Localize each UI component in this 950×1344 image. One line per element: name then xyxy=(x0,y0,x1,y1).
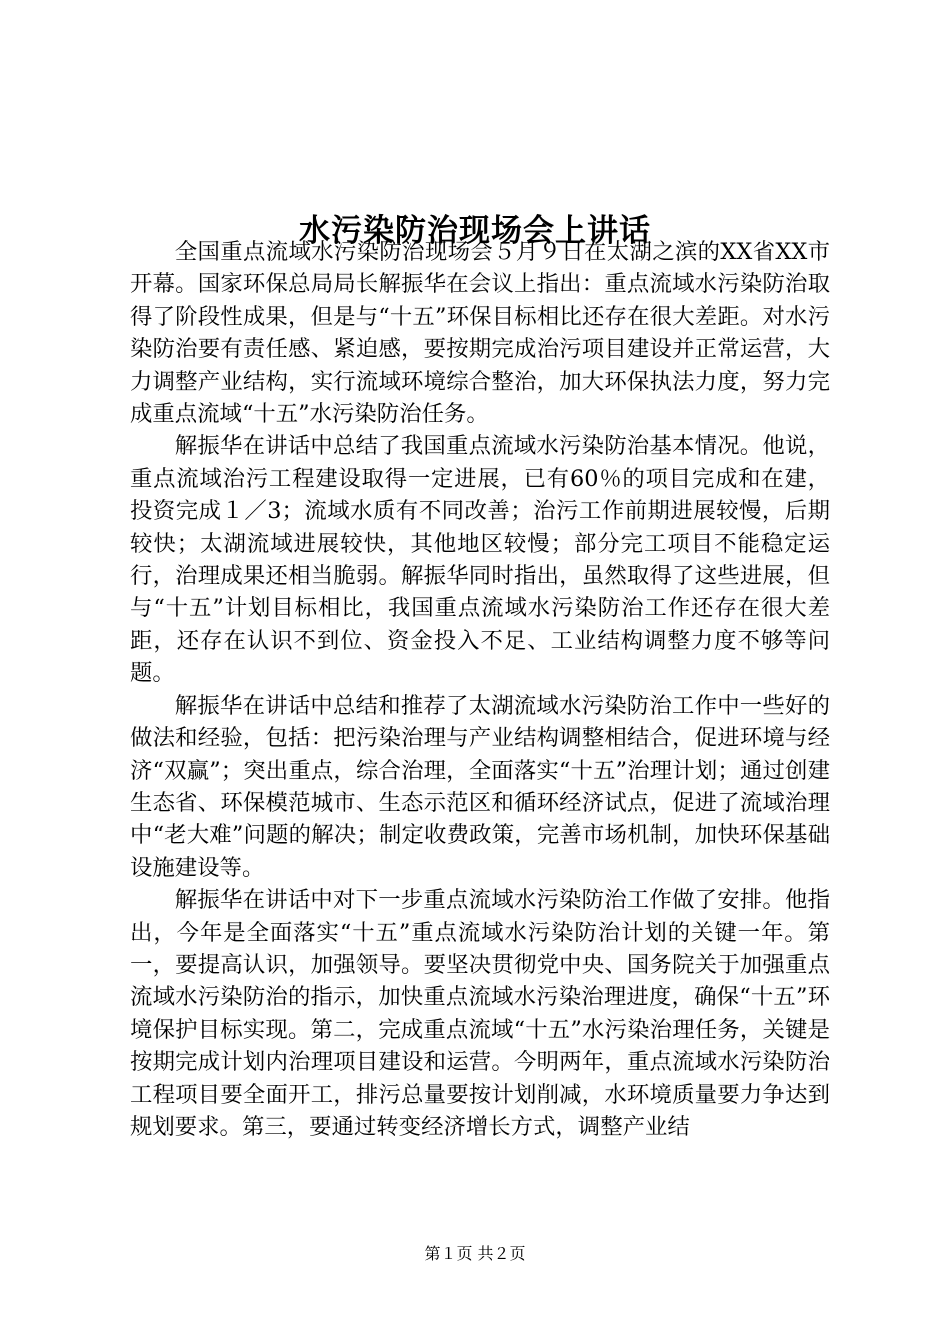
paragraph-2: 解振华在讲话中总结了我国重点流域水污染防治基本情况。他说，重点流域治污工程建设取得一定进展，已有60％的项目完成和在建，投资完成１／3；流域水质有不同改善；治污工作前期进展较慢，后期较快；太湖流域进展较快，其他地区较慢；部分完工项目不能稳定运行，治理成果还相当脆弱。解振华同时指出，虽然取得了这些进展，但与“十五”计划目标相比，我国重点流域水污染防治工作还存在很大差距，还存在认识不到位、资金投入不足、工业结构调整力度不够等问题。 xyxy=(130,433,830,687)
paragraph-3: 解振华在讲话中总结和推荐了太湖流域水污染防治工作中一些好的做法和经验，包括：把污染治理与产业结构调整相结合，促进环境与经济“双赢”；突出重点，综合治理，全面落实“十五”治理计划；通过创建生态省、环保模范城市、生态示范区和循环经济试点，促进了流域治理中“老大难”问题的解决；制定收费政策，完善市场机制，加快环保基础设施建设等。 xyxy=(130,692,830,881)
page-footer: 第１页 共２页 xyxy=(424,1244,526,1263)
document-body xyxy=(130,236,830,1143)
paragraph-4: 解振华在讲话中对下一步重点流域水污染防治工作做了安排。他指出，今年是全面落实“十五”重点流域水污染防治计划的关键一年。第一，要提高认识，加强领导。要坚决贯彻党中央、国务院关于加强重点流域水污染防治的指示，加快重点流域水污染治理进度，确保“十五”环境保护目标实现。第二，完成重点流域“十五”水污染治理任务，关键是按期完成计划内治理项目建设和运营。今明两年，重点流域水污染防治工程项目要全面开工，排污总量要按计划削减，水环境质量要力争达到规划要求。第三，要通过转变经济增长方式，调整产业结 xyxy=(130,887,830,1140)
paragraph-1: 全国重点流域水污染防治现场会５月９日在太湖之滨的XX省XX市开幕。国家环保总局局长解振华在会议上指出：重点流域水污染防治取得了阶段性成果，但是与“十五”环保目标相比还存在很大差距。对水污染防治要有责任感、紧迫感，要按期完成治污项目建设并正常运营，大力调整产业结构，实行流域环境综合整治，加大环保执法力度，努力完成重点流域“十五”水污染防治任务。 xyxy=(130,239,830,428)
document-title: 水污染防治现场会上讲话 xyxy=(299,212,651,249)
